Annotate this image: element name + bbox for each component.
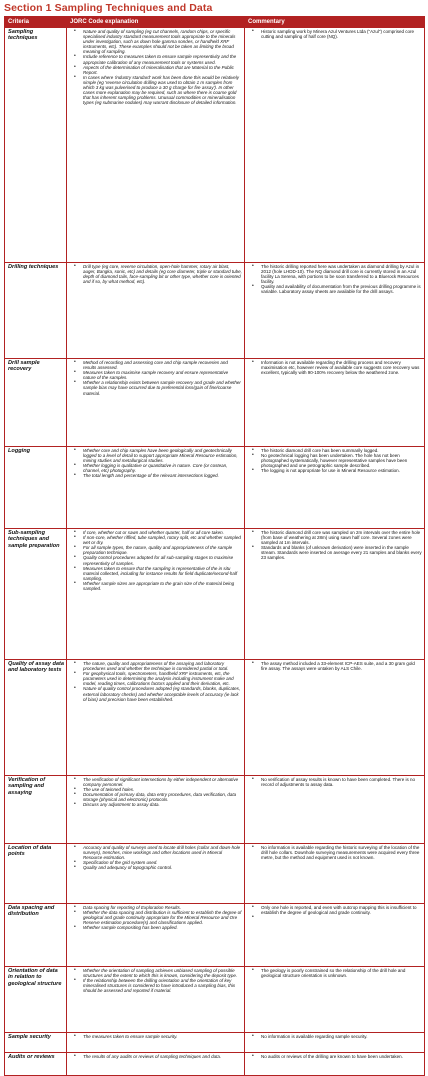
table-row-sample-security (5, 1032, 424, 1052)
jorc-bullet: • Whether sample compositing has been applied. (83, 925, 242, 930)
jorc-bullet: • Whether core and chip samples have been geologically and geotechnically logged to a level of detail to support appropriate Mineral Resource estimation, mining studies and metallurgical studies. (83, 448, 242, 463)
criteria-label: Sampling techniques (8, 29, 38, 42)
criteria-label: Audits or reviews (8, 1054, 55, 1060)
table-row-drill-sample-recovery (5, 358, 424, 446)
jorc-bullet: • Quality and adequacy of topographic control. (83, 865, 242, 870)
jorc-explanation-cell (66, 967, 244, 1032)
commentary-bullet-list (248, 360, 422, 375)
commentary-bullet-list (248, 1054, 422, 1059)
jorc-explanation-cell (66, 776, 244, 843)
jorc-bullet-list (70, 360, 242, 396)
jorc-explanation-cell (66, 359, 244, 446)
commentary-bullet: • Historic sampling work by Minera Azul Ventures Ltda ("Azul") comprised core cutting and sampling of half core (NQ). (261, 29, 422, 39)
jorc-bullet: • Measures taken to ensure that the sampling is representative of the in situ material collected, including for instance results for field duplicate/second-half sampling. (83, 566, 242, 581)
commentary-cell (244, 28, 424, 262)
jorc-bullet: • In cases where 'industry standard' work has been done this would be relatively simple (eg 'reverse circulation drilling was used to obtain 1 m samples from which 3 kg was pulverised to produce a 30 g charge for fire assay'). In other cases more explanation may be required, such as where there is coarse gold that has inherent sampling problems. Unusual commodities or mineralisation types (eg submarine nodules) may warrant disclosure of detailed information. (83, 75, 242, 106)
jorc-explanation-cell (66, 263, 244, 358)
table-row-logging (5, 446, 424, 528)
commentary-bullet-list (248, 448, 422, 473)
table-row-quality-of-assay (5, 659, 424, 775)
commentary-bullet: • The historic drilling reported here was undertaken as diamond drilling by Azul in 2012 (hole LHDD-10). The NQ diamond drill core is currently stored in an Azul facility La Serena, with portions to be soon transferred to a Bluerock Resources facility. (261, 264, 422, 284)
jorc-bullet: • Documentation of primary data, data entry procedures, data verification, data storage (physical and electronic) protocols. (83, 792, 242, 802)
commentary-bullet: • No information is available regarding the historic surveying of the location of the drill hole collars. Downhole surveying measurements were acquired every three metre, but the method and equipment used is not known. (261, 845, 422, 860)
table-row-sampling-techniques (5, 27, 424, 262)
commentary-cell (244, 1033, 424, 1052)
table-row-drilling-techniques (5, 262, 424, 358)
commentary-cell (244, 1053, 424, 1075)
commentary-bullet: • No information is available regarding sample security. (261, 1034, 422, 1039)
jorc-bullet: • The results of any audits or reviews of sampling techniques and data. (83, 1054, 242, 1059)
criteria-label: Location of data points (8, 845, 52, 858)
criteria-cell (5, 776, 66, 843)
commentary-bullet: • The historic diamond drill core has been summarily logged. (261, 448, 422, 453)
jorc-bullet: • Whether logging is qualitative or quantitative in nature. Core (or costean, channel, etc) photography. (83, 463, 242, 473)
commentary-bullet: • The historic diamond drill core was sampled on 2m intervals over the entire hole (from base of weathering at 28m) using sawn half core. Several zones were sampled at 1m intervals. (261, 530, 422, 545)
commentary-cell (244, 529, 424, 659)
commentary-bullet-list (248, 845, 422, 860)
jorc-bullet: • Accuracy and quality of surveys used to locate drill holes (collar and down-hole surveys), trenches, mine workings and other locations used in Mineral Resource estimation. (83, 845, 242, 860)
jorc-explanation-cell (66, 529, 244, 659)
criteria-label: Verification of sampling and assaying (8, 777, 46, 796)
jorc-explanation-cell (66, 1033, 244, 1052)
jorc-bullet: • For geophysical tools, spectrometers, handheld XRF instruments, etc, the parameters used in determining the analysis including instrument make and model, reading times, calibrations factors applied and their derivation, etc. (83, 671, 242, 686)
commentary-cell (244, 263, 424, 358)
commentary-bullet-list (248, 1034, 422, 1039)
jorc-bullet: • For all sample types, the nature, quality and appropriateness of the sample preparation technique. (83, 545, 242, 555)
commentary-bullet: • Only one hole is reported, and even with outcrop mapping this is insufficient to establish the degree of geological and grade continuity. (261, 905, 422, 915)
jorc-bullet: • Nature and quality of sampling (eg cut channels, random chips, or specific specialised industry standard measurement tools appropriate to the minerals under investigation, such as down hole gamma sondes, or handheld XRF instruments, etc). These examples should not be taken as limiting the broad meaning of sampling. (83, 29, 242, 54)
jorc-explanation-cell (66, 447, 244, 528)
criteria-cell (5, 1033, 66, 1052)
table-row-data-spacing (5, 903, 424, 966)
criteria-label: Drill sample recovery (8, 360, 40, 373)
jorc-explanation-cell (66, 28, 244, 262)
jorc-bullet: • The nature, quality and appropriateness of the assaying and laboratory procedures used and whether the technique is considered partial or total. (83, 661, 242, 671)
criteria-label: Logging (8, 448, 31, 454)
jorc-explanation-cell (66, 844, 244, 903)
criteria-cell (5, 28, 66, 262)
jorc-bullet: • Data spacing for reporting of Exploration Results. (83, 905, 242, 910)
jorc-bullet: • Whether sample sizes are appropriate to the grain size of the material being sampled. (83, 581, 242, 591)
table-row-audits-reviews (5, 1052, 424, 1075)
commentary-cell (244, 359, 424, 446)
commentary-bullet-list (248, 968, 422, 978)
jorc-bullet: • Drill type (eg core, reverse circulation, open-hole hammer, rotary air blast, auger, Bangka, sonic, etc) and details (eg core diameter, triple or standard tube, depth of diamond tails, face-sampling bit or other type, whether core is oriented and if so, by what method, etc). (83, 264, 242, 284)
commentary-cell (244, 660, 424, 775)
criteria-label: Orientation of data in relation to geological structure (8, 968, 62, 987)
jorc-bullet: • Method of recording and assessing core and chip sample recoveries and results assessed. (83, 360, 242, 370)
commentary-bullet-list (248, 905, 422, 915)
criteria-cell (5, 967, 66, 1032)
header-commentary: Commentary (244, 17, 424, 27)
criteria-label: Data spacing and distribution (8, 905, 55, 918)
criteria-cell (5, 529, 66, 659)
criteria-label: Sample security (8, 1034, 51, 1040)
jorc-bullet: • If the relationship between the drilling orientation and the orientation of key mineralised structures is considered to have introduced a sampling bias, this should be assessed and reported if material. (83, 978, 242, 993)
jorc-bullet: • If core, whether cut or sawn and whether quarter, half or all core taken. (83, 530, 242, 535)
criteria-label: Drilling techniques (8, 264, 59, 270)
commentary-bullet-list (248, 530, 422, 561)
table-row-location-of-data-points (5, 843, 424, 903)
commentary-cell (244, 967, 424, 1032)
jorc-bullet: • The measures taken to ensure sample security. (83, 1034, 242, 1039)
commentary-bullet: • Quality and availability of documentation from the previous drilling programme is variable. Laboratory assay sheets are available for the drill assays. (261, 284, 422, 294)
criteria-label: Sub-sampling techniques and sample preparation (8, 530, 60, 549)
jorc-bullet: • The use of twinned holes. (83, 787, 242, 792)
jorc-bullet: • Measures taken to maximise sample recovery and ensure representative nature of the samples. (83, 370, 242, 380)
commentary-cell (244, 844, 424, 903)
table-header-row (5, 17, 424, 27)
criteria-cell (5, 1053, 66, 1075)
criteria-cell (5, 263, 66, 358)
jorc-bullet: • If non-core, whether riffled, tube sampled, rotary split, etc and whether sampled wet or dry. (83, 535, 242, 545)
jorc-bullet-list (70, 845, 242, 870)
jorc-bullet-list (70, 530, 242, 591)
jorc-explanation-cell (66, 660, 244, 775)
jorc-bullet-list (70, 448, 242, 479)
commentary-cell (244, 447, 424, 528)
commentary-cell (244, 904, 424, 966)
criteria-label: Quality of assay data and laboratory tests (8, 661, 64, 674)
jorc-bullet: • Include reference to measures taken to ensure sample representivity and the appropriate calibration of any measurement tools or systems used. (83, 54, 242, 64)
commentary-bullet-list (248, 264, 422, 295)
jorc-bullet: • Specification of the grid system used. (83, 860, 242, 865)
sampling-techniques-table (4, 16, 425, 1076)
commentary-bullet: • The logging is not appropriate for use in Mineral Resource estimation. (261, 468, 422, 473)
commentary-bullet: • The geology is poorly constrained so the relationship of the drill hole and geological structure orientation is unknown. (261, 968, 422, 978)
commentary-bullet: • No audits or reviews of the drilling are known to have been undertaken. (261, 1054, 422, 1059)
header-jorc-explanation: JORC Code explanation (66, 17, 244, 27)
commentary-bullet: • No verification of assay results is known to have been completed. There is no record of adjustments to assay data. (261, 777, 422, 787)
jorc-bullet: • Whether the data spacing and distribution is sufficient to establish the degree of geological and grade continuity appropriate for the Mineral Resource and Ore Reserve estimation procedure(s) and classifications applied. (83, 910, 242, 925)
table-body (5, 27, 424, 1075)
jorc-bullet: • Nature of quality control procedures adopted (eg standards, blanks, duplicates, external laboratory checks) and whether acceptable levels of accuracy (ie lack of bias) and precision have been established. (83, 686, 242, 701)
table-row-verification (5, 775, 424, 843)
commentary-cell (244, 776, 424, 843)
section-title: Section 1 Sampling Techniques and Data (4, 2, 213, 14)
jorc-bullet: • Discuss any adjustment to assay data. (83, 802, 242, 807)
table-row-orientation (5, 966, 424, 1032)
header-criteria: Criteria (8, 19, 30, 25)
commentary-bullet: • No geotechnical logging has been undertaken. The hole has not been photographed systematically, however representative samples have been photographed and one petrographic sample described. (261, 453, 422, 468)
jorc-bullet-list (70, 29, 242, 105)
jorc-bullet-list (70, 777, 242, 808)
jorc-bullet-list (70, 968, 242, 993)
jorc-bullet-list (70, 1054, 242, 1059)
criteria-cell (5, 359, 66, 446)
jorc-bullet: • Quality control procedures adopted for all sub-sampling stages to maximise representivity of samples. (83, 555, 242, 565)
commentary-bullet-list (248, 777, 422, 787)
commentary-bullet: • The assay method included a 33-element ICP-AES suite, and a 30 gram gold fire assay. The assays were untaken by ALS Chile. (261, 661, 422, 671)
jorc-explanation-cell (66, 904, 244, 966)
commentary-bullet: • Information is not available regarding the drilling process and recovery maximisation etc, however review of available core suggests core recovery was excellent, typically with 90-100% recovery below the weathered zone. (261, 360, 422, 375)
jorc-bullet-list (70, 264, 242, 284)
commentary-bullet-list (248, 661, 422, 671)
jorc-bullet-list (70, 1034, 242, 1039)
jorc-bullet: • The verification of significant intersections by either independent or alternative company personnel. (83, 777, 242, 787)
jorc-bullet: • The total length and percentage of the relevant intersections logged. (83, 473, 242, 478)
jorc-bullet: • Aspects of the determination of mineralisation that are Material to the Public Report. (83, 65, 242, 75)
criteria-cell (5, 904, 66, 966)
jorc-bullet-list (70, 661, 242, 702)
jorc-bullet: • Whether a relationship exists between sample recovery and grade and whether sample bias may have occurred due to preferential loss/gain of fine/coarse material. (83, 380, 242, 395)
table-row-sub-sampling (5, 528, 424, 659)
jorc-bullet-list (70, 905, 242, 930)
jorc-bullet: • Whether the orientation of sampling achieves unbiased sampling of possible structures and the extent to which this is known, considering the deposit type. (83, 968, 242, 978)
criteria-cell (5, 447, 66, 528)
commentary-bullet-list (248, 29, 422, 39)
criteria-cell (5, 844, 66, 903)
commentary-bullet: • Standards and blanks (of unknown derivation) were inserted in the sample stream. Standards were inserted on average every 21 samples and blanks every 23 samples. (261, 545, 422, 560)
jorc-explanation-cell (66, 1053, 244, 1075)
criteria-cell (5, 660, 66, 775)
